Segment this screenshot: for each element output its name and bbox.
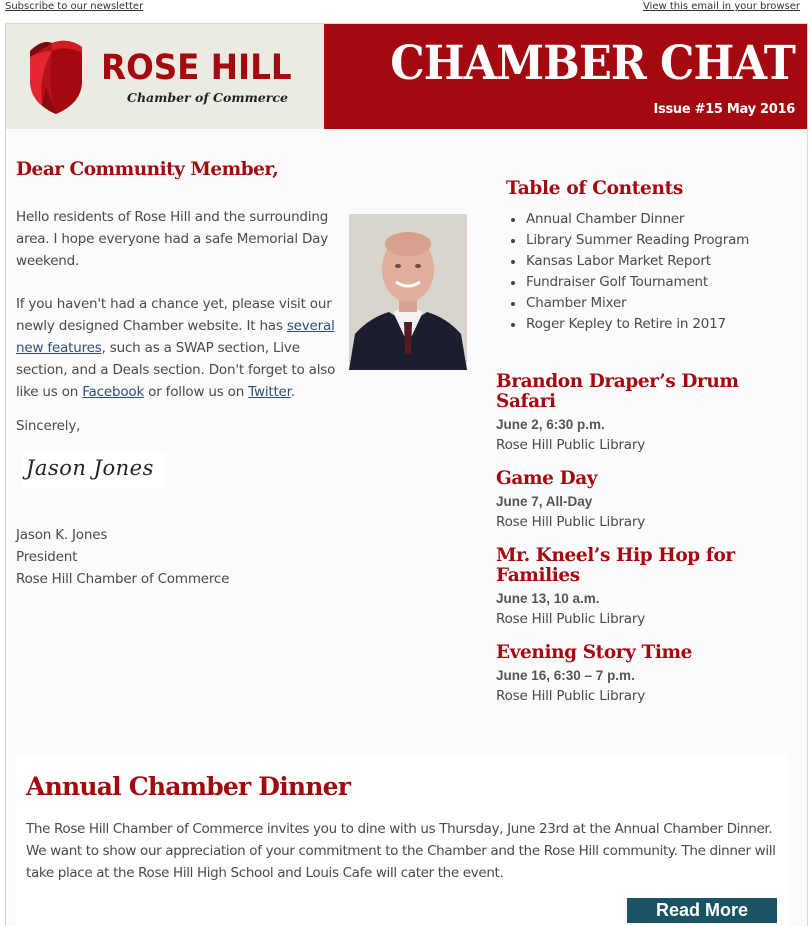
toc-list [506,209,796,335]
toc-title: Table of Contents [506,178,684,199]
event-item [496,469,796,533]
signer-name: Jason K. Jones [16,527,108,543]
article-title: Annual Chamber Dinner [26,772,351,801]
top-links-bar [0,0,811,20]
toc-item[interactable]: Roger Kepley to Retire in 2017 [506,314,796,335]
view-in-browser-link[interactable]: View this email in your browser [642,1,800,12]
event-title: Game Day [496,468,598,489]
newsletter-title: CHAMBER CHAT [390,36,795,91]
toc-item[interactable]: Annual Chamber Dinner [506,209,796,230]
paragraph-text: . [290,384,295,400]
new-features-link[interactable]: several new features [16,318,335,356]
letter-greeting: Dear Community Member, [16,159,279,180]
event-title: Brandon Draper’s Drum Safari [496,371,739,412]
events-list [496,372,796,720]
brand-name: ROSE HILL [101,48,292,88]
letter-paragraph-1: Hello residents of Rose Hill and the surrounding area. I hope everyone had a safe Memorial Day weekend. [16,209,329,269]
event-date: June 13, 10 a.m. [496,591,600,606]
title-panel [324,24,807,129]
portrait-image [349,214,467,370]
letter-closing: Sincerely, [16,418,81,434]
event-item [496,372,796,456]
table-of-contents [506,178,796,335]
signer-organization: Rose Hill Chamber of Commerce [16,571,230,587]
twitter-link[interactable]: Twitter [248,384,291,400]
event-item [496,643,796,707]
newsletter-header [6,24,807,129]
president-photo [349,214,467,370]
logo-panel[interactable] [6,24,324,129]
toc-item[interactable]: Kansas Labor Market Report [506,251,796,272]
event-location: Rose Hill Public Library [496,437,646,453]
newsletter-frame [5,23,808,926]
article-body: The Rose Hill Chamber of Commerce invites you to dine with us Thursday, June 23rd at the Annual Chamber Dinner. We want to show our appreciation of your commitment to the Chamber and the Rose Hill community. The dinner will take place at the Rose Hill High School and Louis Cafe will cater the event. [26,821,776,881]
event-title: Mr. Kneel’s Hip Hop for Families [496,545,735,586]
event-date: June 2, 6:30 p.m. [496,417,605,432]
signature-block [16,524,229,590]
event-title: Evening Story Time [496,642,693,663]
paragraph-text: , such as a SWAP section, Live section, and a Deals section. Don't forget to also like us on [16,340,336,400]
signature-image: Jason Jones [22,453,164,489]
paragraph-text: If you haven't had a chance yet, please visit our newly designed Chamber website. It has [16,296,332,334]
event-location: Rose Hill Public Library [496,514,646,530]
toc-item[interactable]: Fundraiser Golf Tournament [506,272,796,293]
facebook-link[interactable]: Facebook [82,384,145,400]
subscribe-link[interactable]: Subscribe to our newsletter [5,1,144,12]
toc-item[interactable]: Chamber Mixer [506,293,796,314]
paragraph-text: or follow us on [144,384,249,400]
event-location: Rose Hill Public Library [496,688,646,704]
issue-label: Issue #15 May 2016 [653,102,795,117]
brand-subtitle: Chamber of Commerce [127,90,288,105]
rose-shield-icon [28,37,84,115]
signer-title: President [16,549,78,565]
event-location: Rose Hill Public Library [496,611,646,627]
toc-item[interactable]: Library Summer Reading Program [506,230,796,251]
letter-paragraph-2 [16,293,341,403]
read-more-button[interactable]: Read More [627,898,777,923]
event-item [496,546,796,630]
article-annual-dinner [16,754,787,926]
president-letter [16,159,466,587]
event-date: June 16, 6:30 – 7 p.m. [496,668,635,683]
event-date: June 7, All-Day [496,494,593,509]
